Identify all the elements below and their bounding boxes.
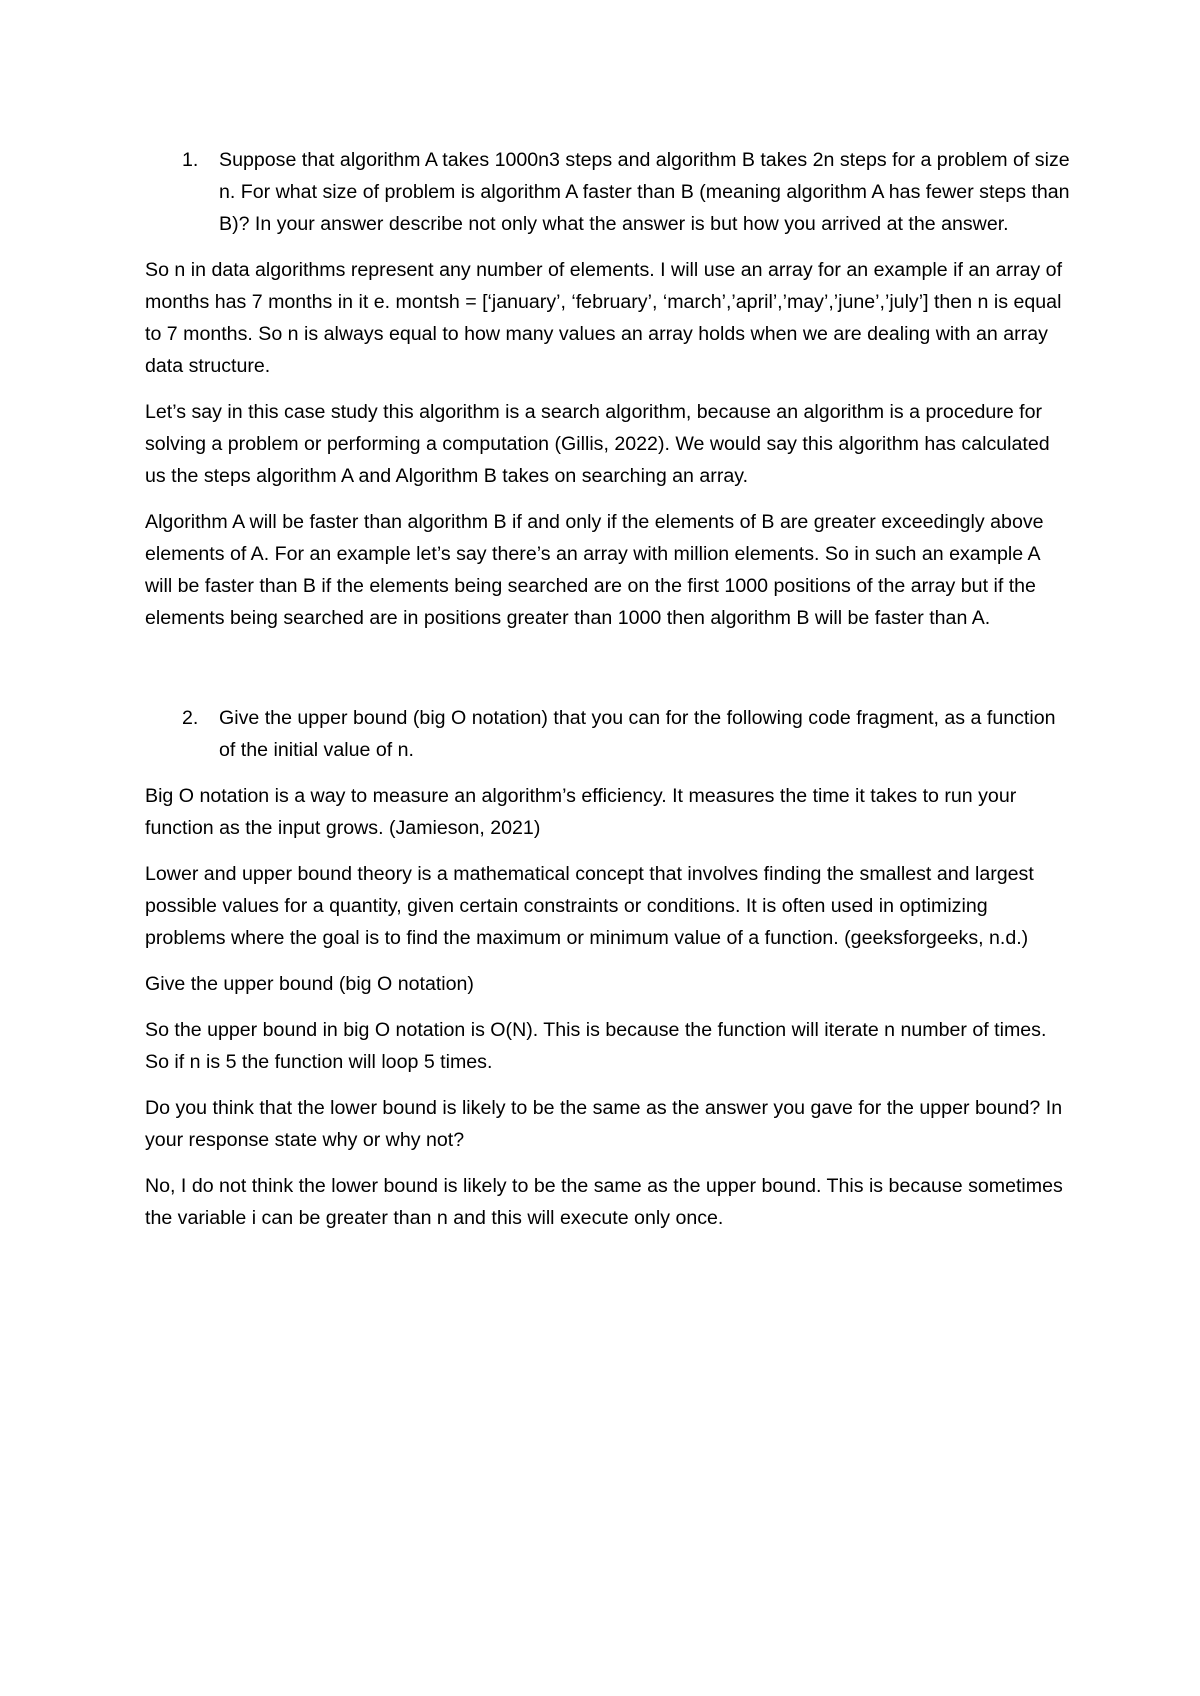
question-number: 2. <box>182 707 199 729</box>
document-body <box>145 144 1070 1248</box>
answer-paragraph: Give the upper bound (big O notation) <box>145 973 474 995</box>
answer-paragraph: Do you think that the lower bound is likely to be the same as the answer you gave for the upper bound? In your response state why or why not? <box>145 1097 1063 1151</box>
answer-paragraph: No, I do not think the lower bound is likely to be the same as the upper bound. This is because sometimes the variable i can be greater than n and this will execute only once. <box>145 1175 1063 1229</box>
answer-paragraph: So the upper bound in big O notation is O(N). This is because the function will iterate n number of times. So if n is 5 the function will loop 5 times. <box>145 1019 1047 1073</box>
answer-paragraph: Lower and upper bound theory is a mathematical concept that involves finding the smallest and largest possible values for a quantity, given certain constraints or conditions. It is often used in optimizing problems where the goal is to find the maximum or minimum value of a function. (geeksforgeeks, n.d.) <box>145 863 1034 949</box>
question-1 <box>145 144 1070 240</box>
section-spacer <box>145 648 1070 702</box>
question-2 <box>145 702 1070 766</box>
question-text: Suppose that algorithm A takes 1000n3 steps and algorithm B takes 2n steps for a problem of size n. For what size of problem is algorithm A faster than B (meaning algorithm A has fewer steps than B)? In your answer describe not only what the answer is but how you arrived at the answer. <box>219 149 1070 235</box>
answer-paragraph: So n in data algorithms represent any number of elements. I will use an array for an example if an array of months has 7 months in it e. montsh = [‘january’, ‘february’, ‘march’,’april’,’may’,’june’,’july’] then n is equal to 7 months. So n is always equal to how many values an array holds when we are dealing with an array data structure. <box>145 259 1063 377</box>
question-text: Give the upper bound (big O notation) that you can for the following code fragment, as a function of the initial value of n. <box>219 707 1056 761</box>
answer-paragraph: Let’s say in this case study this algorithm is a search algorithm, because an algorithm is a procedure for solving a problem or performing a computation (Gillis, 2022). We would say this algorithm has calculated us the steps algorithm A and Algorithm B takes on searching an array. <box>145 401 1050 487</box>
answer-paragraph: Big O notation is a way to measure an algorithm’s efficiency. It measures the time it takes to run your function as the input grows. (Jamieson, 2021) <box>145 785 1017 839</box>
answer-paragraph: Algorithm A will be faster than algorithm B if and only if the elements of B are greater exceedingly above elements of A. For an example let’s say there’s an array with million elements. So in such an example A will be faster than B if the elements being searched are on the first 1000 positions of the array but if the elements being searched are in positions greater than 1000 then algorithm B will be faster than A. <box>145 511 1044 629</box>
question-number: 1. <box>182 149 199 171</box>
